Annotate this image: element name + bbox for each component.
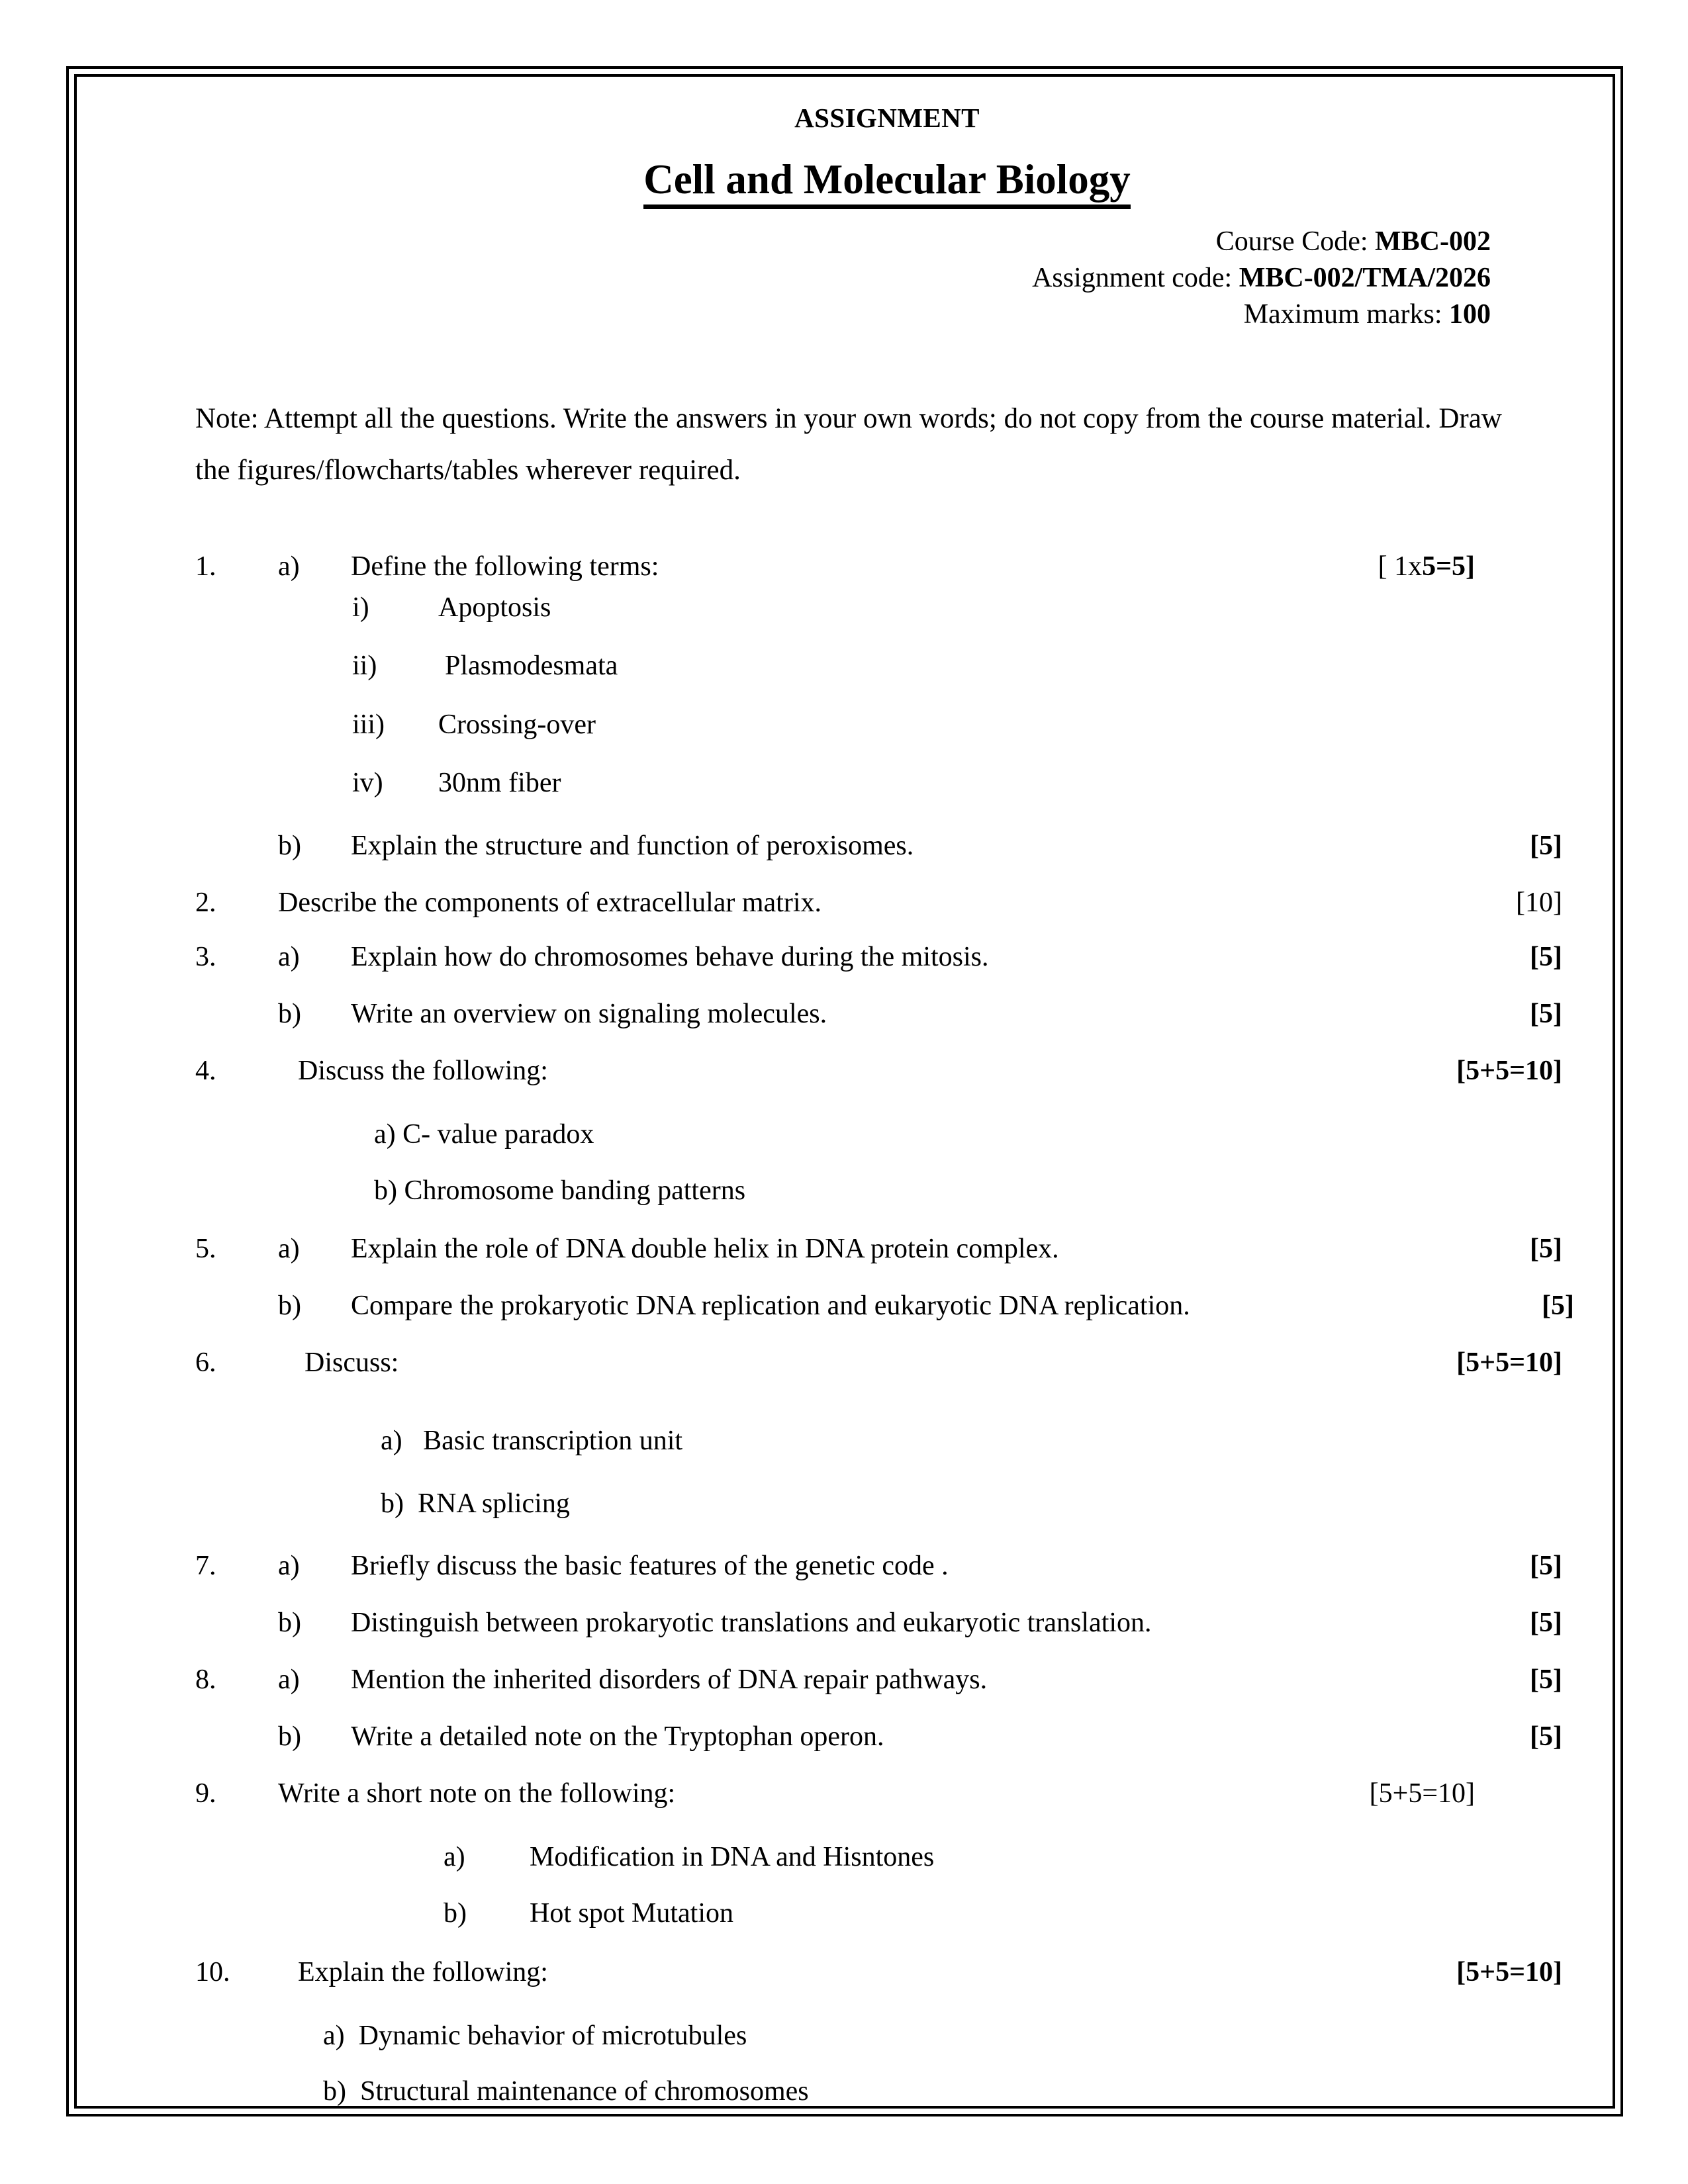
question-9-subitem-a-mark: a) — [444, 1842, 465, 1873]
question-3a-letter: a) — [278, 942, 300, 973]
question-7a-letter: a) — [278, 1551, 300, 1582]
question-5b-marks: [5] — [1542, 1291, 1574, 1322]
question-9-subitem-a-text: Modification in DNA and Hisntones — [530, 1842, 935, 1873]
question-7b — [99, 1605, 1589, 1642]
question-1a-letter: a) — [278, 551, 300, 582]
question-1a-item-iii-text: Crossing-over — [438, 709, 596, 740]
question-6-subitem-a-text: a) Basic transcription unit — [381, 1426, 683, 1457]
question-6-marks: [5+5=10] — [1456, 1347, 1562, 1379]
question-9-number: 9. — [195, 1778, 216, 1809]
instructions-note: Note: Attempt all the questions. Write the answers in your own words; do not copy from the course material. Draw the figures/flowcharts/tables wherever required. — [195, 403, 1502, 486]
question-6 — [99, 1345, 1589, 1382]
question-8b — [99, 1719, 1589, 1756]
question-3b-text: Write an overview on signaling molecules. — [351, 999, 827, 1030]
meta-assignment-code — [99, 260, 1491, 296]
question-5a — [99, 1231, 1589, 1268]
question-7b-text: Distinguish between prokaryotic translations and eukaryotic translation. — [351, 1608, 1152, 1639]
question-7a-text: Briefly discuss the basic features of the genetic code . — [351, 1551, 949, 1582]
question-7b-letter: b) — [278, 1608, 301, 1639]
question-1-number: 1. — [195, 551, 216, 582]
question-10-number: 10. — [195, 1956, 230, 1987]
meta-course-code-value: MBC-002 — [1375, 226, 1491, 257]
question-1b — [99, 828, 1589, 865]
question-8a-marks: [5] — [1530, 1664, 1562, 1696]
question-3a-text: Explain how do chromosomes behave during the mitosis. — [351, 942, 989, 973]
question-1a-item-iv-mark: iv) — [352, 768, 383, 799]
question-3b-marks: [5] — [1530, 999, 1562, 1030]
question-9-subitem-b-mark: b) — [444, 1898, 467, 1929]
question-6-text: Discuss: — [305, 1347, 399, 1379]
question-8a — [99, 1662, 1589, 1699]
question-4 — [99, 1053, 1589, 1090]
question-3b — [99, 996, 1589, 1033]
questions-list — [99, 549, 1589, 2110]
question-10-subitem-b — [99, 2073, 1589, 2110]
question-9-subitem-b — [99, 1895, 1589, 1932]
question-8a-letter: a) — [278, 1664, 300, 1696]
question-8-number: 8. — [195, 1664, 216, 1696]
question-1a-item-ii-text: Plasmodesmata — [445, 651, 618, 682]
question-10-subitem-a — [99, 2018, 1589, 2054]
question-1b-text: Explain the structure and function of peroxisomes. — [351, 831, 914, 862]
question-9-subitem-b-text: Hot spot Mutation — [530, 1898, 734, 1929]
question-10-subitem-b-text: b) Structural maintenance of chromosomes — [323, 2076, 809, 2107]
question-4-text: Discuss the following: — [298, 1056, 548, 1087]
question-4-subitem-a-text: a) C- value paradox — [374, 1119, 594, 1150]
question-10 — [99, 1954, 1589, 1991]
question-1a-item-iv — [99, 765, 1589, 801]
question-10-marks: [5+5=10] — [1456, 1956, 1562, 1987]
question-4-subitem-b — [99, 1173, 1589, 1209]
question-2 — [99, 885, 1589, 922]
question-6-subitem-a — [99, 1423, 1589, 1459]
question-4-subitem-a — [99, 1116, 1589, 1153]
question-7a-marks: [5] — [1530, 1551, 1562, 1582]
question-4-marks: [5+5=10] — [1456, 1056, 1562, 1087]
question-9 — [99, 1776, 1589, 1813]
page-title-text: Cell and Molecular Biology — [643, 157, 1131, 209]
question-6-number: 6. — [195, 1347, 216, 1379]
question-6-subitem-b-text: b) RNA splicing — [381, 1488, 570, 1519]
question-9-marks: [5+5=10] — [1369, 1778, 1475, 1809]
question-1a-marks-prefix: [ 1x — [1378, 551, 1423, 582]
page-title — [185, 157, 1589, 209]
meta-assignment-code-value: MBC-002/TMA/2026 — [1239, 262, 1491, 293]
question-5-number: 5. — [195, 1234, 216, 1265]
meta-course-code — [99, 224, 1491, 260]
question-10-subitem-a-text: a) Dynamic behavior of microtubules — [323, 2020, 747, 2051]
question-1a — [99, 549, 1589, 586]
meta-maximum-marks-label: Maximum marks: — [1243, 298, 1449, 330]
question-1a-item-ii-mark: ii) — [352, 651, 377, 682]
question-5a-letter: a) — [278, 1234, 300, 1265]
question-10-text: Explain the following: — [298, 1956, 548, 1987]
question-2-number: 2. — [195, 887, 216, 919]
meta-maximum-marks-value: 100 — [1449, 298, 1491, 330]
question-8b-marks: [5] — [1530, 1721, 1562, 1752]
question-4-subitem-b-text: b) Chromosome banding patterns — [374, 1175, 746, 1206]
question-1a-item-i-text: Apoptosis — [438, 592, 551, 623]
question-3b-letter: b) — [278, 999, 301, 1030]
question-1a-text: Define the following terms: — [351, 551, 659, 582]
question-7-number: 7. — [195, 1551, 216, 1582]
question-3a-marks: [5] — [1530, 942, 1562, 973]
question-9-subitem-a — [99, 1839, 1589, 1876]
question-1a-marks-bold: 5=5] — [1422, 551, 1475, 582]
question-6-subitem-b — [99, 1486, 1589, 1522]
meta-maximum-marks — [99, 296, 1491, 333]
meta-course-code-label: Course Code: — [1215, 226, 1376, 257]
question-1a-item-i — [99, 590, 1589, 626]
question-1a-item-iii-mark: iii) — [352, 709, 385, 740]
question-1b-marks: [5] — [1530, 831, 1562, 862]
question-5a-text: Explain the role of DNA double helix in DNA protein complex. — [351, 1234, 1059, 1265]
document-kicker: ASSIGNMENT — [794, 103, 980, 133]
question-7b-marks: [5] — [1530, 1608, 1562, 1639]
question-5b-letter: b) — [278, 1291, 301, 1322]
question-2-text: Describe the components of extracellular matrix. — [278, 887, 822, 919]
question-5a-marks: [5] — [1530, 1234, 1562, 1265]
question-1a-item-i-mark: i) — [352, 592, 369, 623]
question-3a — [99, 939, 1589, 976]
question-1b-letter: b) — [278, 831, 301, 862]
question-9-text: Write a short note on the following: — [278, 1778, 676, 1809]
question-1a-item-iv-text: 30nm fiber — [438, 768, 561, 799]
question-1a-item-ii — [99, 648, 1589, 684]
meta-assignment-code-label: Assignment code: — [1032, 262, 1239, 293]
question-4-number: 4. — [195, 1056, 216, 1087]
question-5b — [99, 1288, 1589, 1325]
question-7a — [99, 1548, 1589, 1585]
question-1a-marks — [1256, 549, 1475, 585]
course-meta-block — [99, 224, 1589, 332]
question-8b-text: Write a detailed note on the Tryptophan operon. — [351, 1721, 884, 1752]
question-1a-item-iii — [99, 707, 1589, 743]
question-2-marks: [10] — [1516, 887, 1562, 919]
question-8a-text: Mention the inherited disorders of DNA repair pathways. — [351, 1664, 988, 1696]
question-8b-letter: b) — [278, 1721, 301, 1752]
question-5b-text: Compare the prokaryotic DNA replication and eukaryotic DNA replication. — [351, 1291, 1190, 1322]
page-content — [99, 86, 1589, 2110]
question-3-number: 3. — [195, 942, 216, 973]
